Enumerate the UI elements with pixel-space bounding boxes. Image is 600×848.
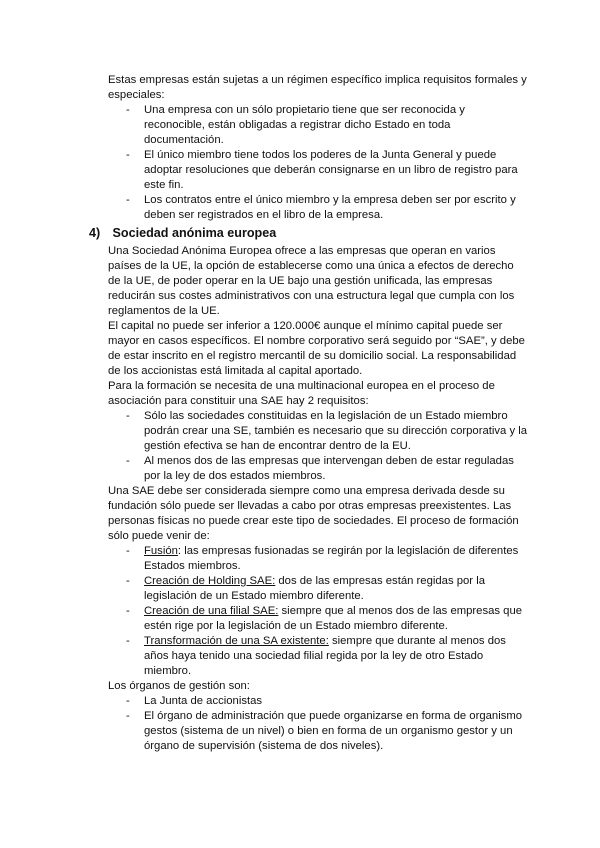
- list-item: - Creación de una filial SAE: siempre que al menos dos de las empresas que estén rige por la legislación de un Estado miembro diferente.: [126, 605, 523, 632]
- dash-bullet: -: [126, 710, 130, 722]
- list-item: - Al menos dos de las empresas que intervengan deben de estar reguladas por la ley de dos estados miembros.: [126, 455, 514, 482]
- management-bodies-list: [108, 694, 528, 754]
- dash-bullet: -: [126, 410, 130, 422]
- paragraph: Los órganos de gestión son:: [108, 680, 250, 692]
- paragraph: Para la formación se necesita de una multinacional europea en el proceso de asociación para constituir una SAE hay 2 requisitos:: [108, 380, 495, 407]
- dash-bullet: -: [126, 104, 130, 116]
- list-item: - Transformación de una SA existente: siempre que durante al menos dos años haya tenido una sociedad filial regida por la ley de otro Estado miembro.: [126, 635, 506, 677]
- term: Creación de Holding SAE:: [144, 575, 276, 587]
- requirements-list: [108, 409, 528, 484]
- dash-bullet: -: [126, 635, 130, 647]
- list-item: - Sólo las sociedades constituidas en la legislación de un Estado miembro podrán crear una SE, también es necesario que su dirección corporativa y la gestión efectiva se han de encontrar dentro de la EU.: [126, 410, 528, 452]
- dash-bullet: -: [126, 605, 130, 617]
- section-title: Sociedad anónima europea: [112, 226, 277, 240]
- paragraph: Una Sociedad Anónima Europea ofrece a las empresas que operan en varios países de la UE, la opción de establecerse como una única a efectos de derecho de la UE, de poder operar en la UE bajo una gestión unificada, las empresas reducirán sus costes administrativos con una estructura legal que cumpla con los reglamentos de la UE.: [108, 245, 515, 317]
- dash-bullet: -: [126, 149, 130, 161]
- dash-bullet: -: [126, 545, 130, 557]
- section-heading: [89, 225, 528, 242]
- paragraph: Una SAE debe ser considerada siempre como una empresa derivada desde su fundación sólo puede ser llevadas a cabo por otras empresas preexistentes. Las personas físicas no puede crear este tipo de sociedades. El proceso de formación sólo puede venir de:: [108, 485, 519, 542]
- dash-bullet: -: [126, 695, 130, 707]
- formation-methods-list: [108, 544, 528, 679]
- list-item: - La Junta de accionistas: [126, 695, 263, 707]
- section-number: 4): [89, 226, 101, 240]
- term: Creación de una filial SAE:: [144, 605, 279, 617]
- paragraph: El capital no puede ser inferior a 120.000€ aunque el mínimo capital puede ser mayor en casos específicos. El nombre corporativo será seguido por “SAE”, y debe de estar inscrito en el registro mercantil de su domicilio social. La responsabilidad de los accionistas está limitada al capital aportado.: [108, 320, 525, 377]
- term: Transformación de una SA existente:: [144, 635, 329, 647]
- single-member-requirements-list: [108, 103, 528, 223]
- dash-bullet: -: [126, 194, 130, 206]
- term: Fusión: [144, 545, 178, 557]
- document-body: [89, 73, 528, 754]
- list-item: - El único miembro tiene todos los poderes de la Junta General y puede adoptar resoluciones que deberán consignarse en un libro de registro para este fin.: [126, 149, 518, 191]
- list-item: - Fusión: las empresas fusionadas se regirán por la legislación de diferentes Estados miembros.: [126, 545, 519, 572]
- list-item: - Los contratos entre el único miembro y la empresa deben ser por escrito y deben ser registrados en el libro de la empresa.: [126, 194, 516, 221]
- dash-bullet: -: [126, 575, 130, 587]
- list-item: - Creación de Holding SAE: dos de las empresas están regidas por la legislación de un Estado miembro diferente.: [126, 575, 485, 602]
- dash-bullet: -: [126, 455, 130, 467]
- list-item: - Una empresa con un sólo propietario tiene que ser reconocida y reconocible, están obligadas a registrar dicho Estado en toda documentación.: [126, 104, 465, 146]
- intro-paragraph: Estas empresas están sujetas a un régimen específico implica requisitos formales y especiales:: [108, 74, 527, 101]
- list-item: - El órgano de administración que puede organizarse en forma de organismo gestos (sistema de un nivel) o bien en forma de un organismo gestor y un órgano de supervisión (sistema de dos niveles).: [126, 710, 523, 752]
